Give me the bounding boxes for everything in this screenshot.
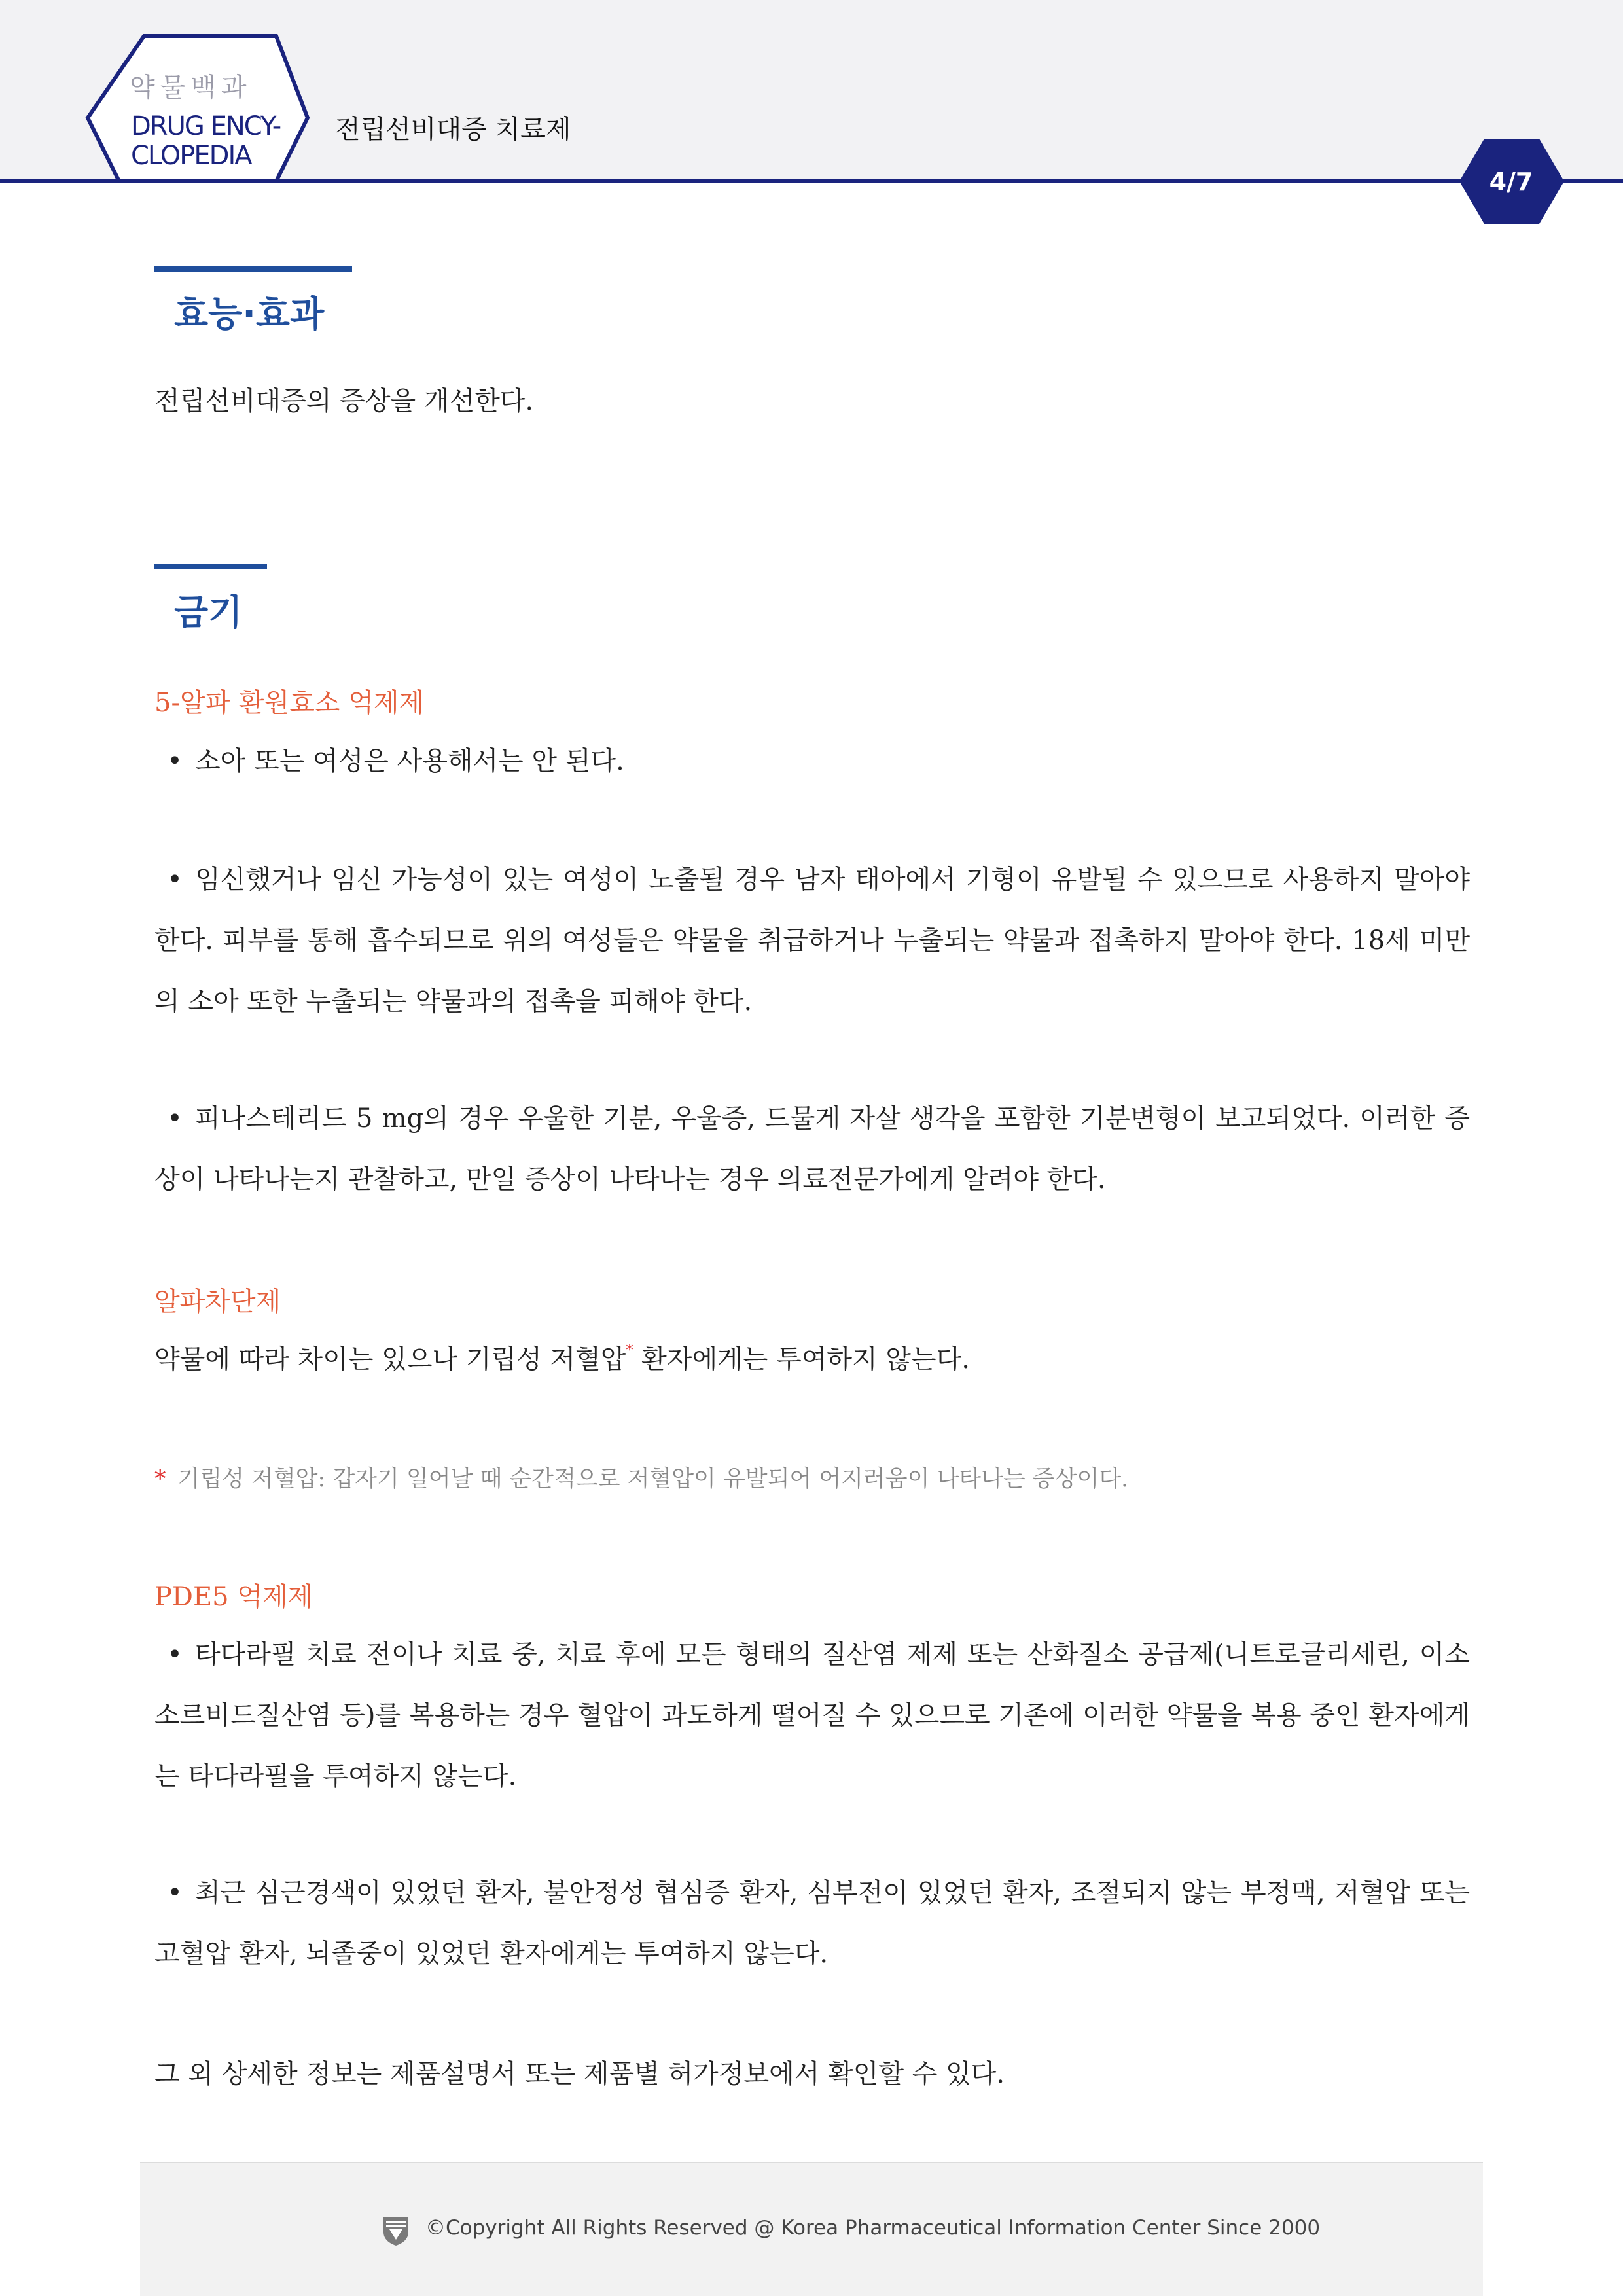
five-alpha-bullet-1 — [154, 731, 1470, 792]
document-title: 전립선비대증 치료제 — [335, 115, 571, 145]
footnote-mark: * — [626, 1342, 633, 1359]
efficacy-section-title: 효능·효과 — [174, 293, 325, 334]
alpha-blocker-subheading: 알파차단제 — [154, 1287, 281, 1317]
pde5-bullet-1 — [154, 1624, 1470, 1807]
bullet-text: 임신했거나 임신 가능성이 있는 여성이 노출될 경우 남자 태아에서 기형이 유발될 수 있으므로 사용하지 말아야 한다. 피부를 통해 흡수되므로 위의 여성들은 약물을 취급하거나 누출되는 약물과 접촉하지 말아야 한다. 18세 미만의 소아 또한 누출되는 약물과의 접촉을 피해야 한다. — [154, 865, 1470, 1016]
logo-english-line2: CLOPEDIA — [131, 141, 251, 171]
kpic-emblem-icon — [382, 2215, 410, 2246]
bullet-text: 타다라필 치료 전이나 치료 중, 치료 후에 모든 형태의 질산염 제제 또는 산화질소 공급제(니트로글리세린, 이소소르비드질산염 등)를 복용하는 경우 혈압이 과도하게 떨어질 수 있으므로 기존에 이러한 약물을 복용 중인 환자에게는 타다라필을 투여하지 않는다. — [154, 1640, 1470, 1791]
logo-korean: 약물백과 — [130, 73, 252, 103]
alpha-blocker-text-end: 환자에게는 투여하지 않는다. — [633, 1344, 971, 1374]
footnote-text: 기립성 저혈압: 갑자기 일어날 때 순간적으로 저혈압이 유발되어 어지러움이 나타나는 증상이다. — [177, 1466, 1129, 1492]
five-alpha-subheading: 5-알파 환원효소 억제제 — [154, 688, 425, 718]
efficacy-section-bar — [154, 266, 352, 272]
five-alpha-bullet-3 — [154, 1088, 1470, 1210]
closing-note: 그 외 상세한 정보는 제품설명서 또는 제품별 허가정보에서 확인할 수 있다. — [154, 2059, 1005, 2089]
alpha-blocker-text: 약물에 따라 차이는 있으나 기립성 저혈압 — [154, 1344, 626, 1374]
bullet-mark: • — [167, 1103, 183, 1134]
bullet-mark: • — [167, 1640, 183, 1670]
footnote-star: * — [154, 1466, 166, 1492]
contraindications-section-title: 금기 — [174, 592, 243, 633]
bullet-text: 피나스테리드 5 mg의 경우 우울한 기분, 우울증, 드물게 자살 생각을 포함한 기분변형이 보고되었다. 이러한 증상이 나타나는지 관찰하고, 만일 증상이 나타나는 경우 의료전문가에게 알려야 한다. — [154, 1103, 1471, 1194]
five-alpha-bullet-2 — [154, 850, 1470, 1032]
contraindications-section-bar — [154, 564, 267, 569]
efficacy-body: 전립선비대증의 증상을 개선한다. — [154, 386, 534, 416]
bullet-text: 소아 또는 여성은 사용해서는 안 된다. — [195, 746, 624, 776]
bullet-text: 최근 심근경색이 있었던 환자, 불안정성 협심증 환자, 심부전이 있었던 환자, 조절되지 않는 부정맥, 저혈압 또는 고혈압 환자, 뇌졸중이 있었던 환자에게는 투여하지 않는다. — [154, 1878, 1470, 1969]
copyright-text: ©Copyright All Rights Reserved @ Korea Pharmaceutical Information Center Since 2000 — [425, 2216, 1321, 2240]
footnote — [154, 1461, 1128, 1494]
bullet-mark: • — [167, 865, 183, 895]
bullet-mark: • — [167, 1878, 183, 1908]
logo-english-line1: DRUG ENCY- — [131, 111, 281, 141]
page-indicator: 4/7 — [1489, 168, 1533, 196]
pde5-subheading: PDE5 억제제 — [154, 1582, 313, 1612]
bullet-mark: • — [167, 746, 183, 776]
alpha-blocker-body — [154, 1329, 1470, 1390]
pde5-bullet-2 — [154, 1863, 1470, 1984]
